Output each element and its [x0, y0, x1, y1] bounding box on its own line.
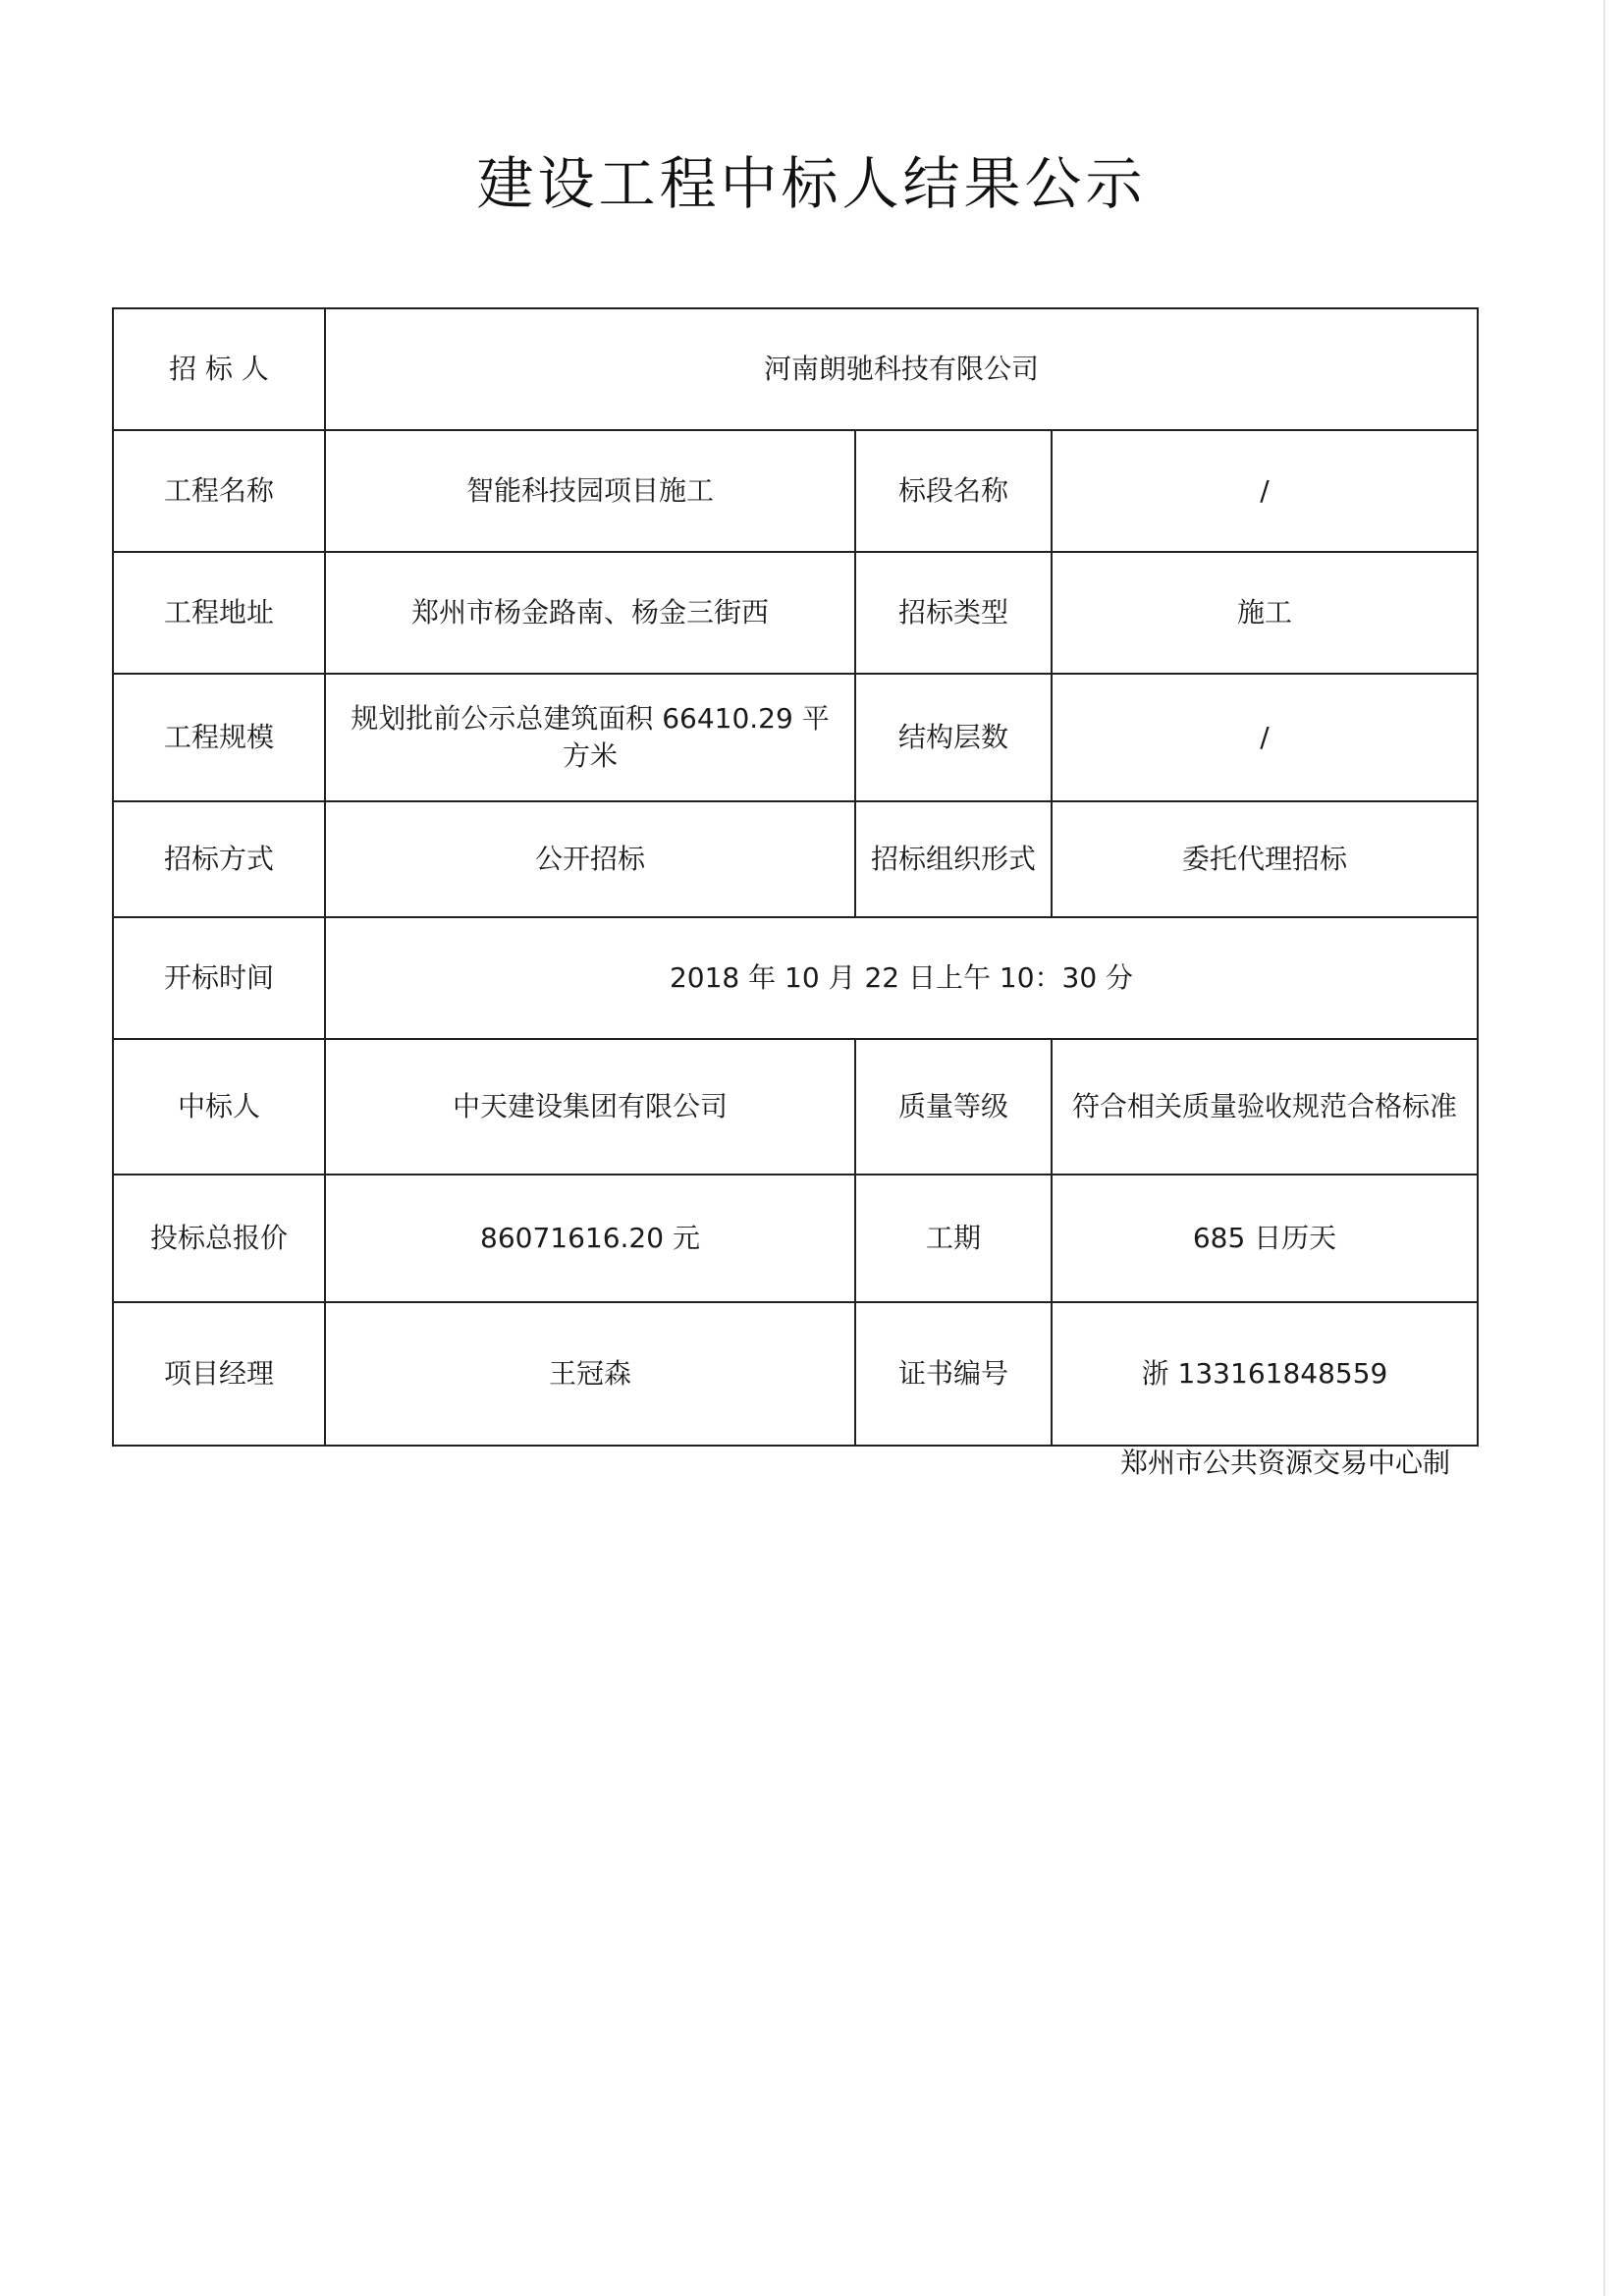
scan-edge-line	[1603, 0, 1605, 2296]
section-name-label: 标段名称	[855, 430, 1052, 552]
result-table	[112, 307, 1479, 1447]
page-title: 建设工程中标人结果公示	[476, 150, 1147, 217]
tender-type-value: 施工	[1052, 552, 1478, 674]
certificate-no-value: 浙 133161848559	[1052, 1302, 1478, 1446]
project-name-value: 智能科技园项目施工	[325, 430, 855, 552]
structure-floors-value: /	[1052, 674, 1478, 801]
tender-org-form-value: 委托代理招标	[1052, 801, 1478, 917]
project-manager-value: 王冠森	[325, 1302, 855, 1446]
section-name-value: /	[1052, 430, 1478, 552]
tender-org-form-label: 招标组织形式	[855, 801, 1052, 917]
bid-opening-time-value: 2018 年 10 月 22 日上午 10：30 分	[325, 917, 1478, 1039]
quality-grade-label: 质量等级	[855, 1039, 1052, 1175]
bidder-label: 招 标 人	[113, 308, 325, 430]
table-row	[113, 308, 1478, 430]
issuer-footer: 郑州市公共资源交易中心制	[1119, 1447, 1450, 1479]
table-row	[113, 430, 1478, 552]
table-row	[113, 801, 1478, 917]
tender-method-value: 公开招标	[325, 801, 855, 917]
duration-label: 工期	[855, 1175, 1052, 1302]
project-scale-value: 规划批前公示总建筑面积 66410.29 平方米	[325, 674, 855, 801]
winning-bidder-value: 中天建设集团有限公司	[325, 1039, 855, 1175]
total-bid-price-label: 投标总报价	[113, 1175, 325, 1302]
certificate-no-label: 证书编号	[855, 1302, 1052, 1446]
quality-grade-value: 符合相关质量验收规范合格标准	[1052, 1039, 1478, 1175]
project-manager-label: 项目经理	[113, 1302, 325, 1446]
project-address-label: 工程地址	[113, 552, 325, 674]
table-row	[113, 552, 1478, 674]
bidder-value: 河南朗驰科技有限公司	[325, 308, 1478, 430]
table-row	[113, 1175, 1478, 1302]
tender-type-label: 招标类型	[855, 552, 1052, 674]
table-row	[113, 1302, 1478, 1446]
bid-opening-time-label: 开标时间	[113, 917, 325, 1039]
tender-method-label: 招标方式	[113, 801, 325, 917]
table-row	[113, 674, 1478, 801]
duration-value: 685 日历天	[1052, 1175, 1478, 1302]
project-scale-label: 工程规模	[113, 674, 325, 801]
structure-floors-label: 结构层数	[855, 674, 1052, 801]
table-row	[113, 1039, 1478, 1175]
project-address-value: 郑州市杨金路南、杨金三街西	[325, 552, 855, 674]
table-row	[113, 917, 1478, 1039]
project-name-label: 工程名称	[113, 430, 325, 552]
winning-bidder-label: 中标人	[113, 1039, 325, 1175]
total-bid-price-value: 86071616.20 元	[325, 1175, 855, 1302]
